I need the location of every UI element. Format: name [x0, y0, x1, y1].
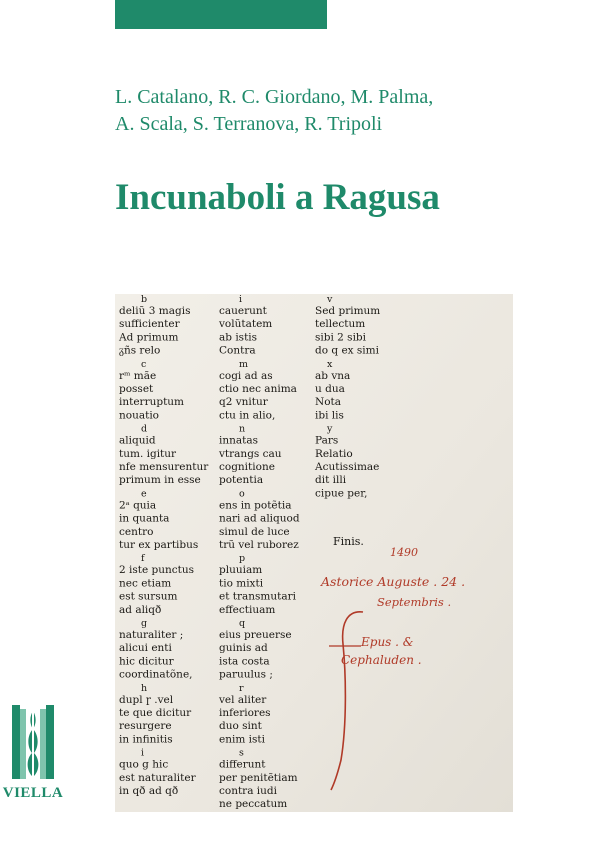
column-text-line: Relatio: [315, 447, 353, 460]
publisher-name: VIELLA: [2, 785, 64, 801]
column-text-line: cauerunt: [219, 305, 267, 317]
column-text-line: Acutissimae: [315, 461, 380, 473]
column-text-line: te que dicitur: [119, 707, 192, 719]
column-text-line: Sed primum: [315, 305, 381, 317]
column-text-line: et transmutari: [219, 590, 296, 603]
column-text-line: sufficienter: [119, 318, 180, 331]
annotation-line-2: Septembris .: [377, 595, 452, 609]
column-text-line: tur ex partibus: [119, 539, 199, 551]
column-text-line: differunt: [219, 758, 266, 771]
column-signature-letter: o: [239, 488, 245, 500]
column-text-line: ab vna: [315, 369, 351, 382]
authors: [115, 84, 555, 138]
column-text-line: quo g hic: [119, 758, 169, 771]
column-text-line: ctio nec anima: [219, 383, 297, 395]
finis-text: Finis.: [333, 535, 364, 548]
column-text-line: posset: [119, 383, 154, 395]
book-title: Incunaboli a Ragusa: [115, 177, 440, 218]
column-text-line: dit illi: [315, 474, 347, 487]
column-text-line: Contra: [219, 344, 256, 357]
column-text-line: nec etiam: [119, 577, 172, 590]
column-signature-letter: c: [141, 358, 147, 370]
annotation-line-3: Epus . &: [361, 635, 414, 649]
column-text-line: duo sint: [219, 720, 262, 733]
column-text-line: simul de luce: [219, 525, 290, 538]
column-signature-letter: m: [239, 358, 249, 370]
incunabulum-page-svg: [115, 294, 513, 812]
column-text-line: rᵐ mãe: [119, 369, 157, 382]
column-text-line: coordinatõne,: [119, 668, 193, 681]
authors-line-1: L. Catalano, R. C. Giordano, M. Palma,: [115, 86, 434, 108]
column-text-line: ab istis: [219, 331, 258, 344]
column-text-line: cipue per,: [315, 487, 368, 500]
column-signature-letter: n: [239, 423, 246, 435]
column-text-line: volũtatem: [219, 318, 273, 331]
column-signature-letter: d: [141, 423, 148, 435]
column-text-line: trũ vel ruborez: [219, 539, 299, 551]
column-text-line: cognitione: [219, 461, 275, 473]
column-text-line: Nota: [315, 396, 341, 409]
column-signature-letter: s: [239, 747, 244, 759]
column-signature-letter: e: [141, 488, 147, 500]
column-text-line: effectiuam: [219, 603, 276, 616]
column-signature-letter: y: [327, 423, 333, 435]
column-text-line: paruulus ;: [219, 668, 273, 681]
column-text-line: ne peccatum: [219, 798, 288, 811]
column-text-line: guinis ad: [219, 642, 268, 655]
column-text-line: ibi lis: [315, 409, 344, 422]
column-text-line: dupl ɼ .vel: [119, 693, 174, 706]
column-signature-letter: i: [141, 747, 145, 759]
column-text-line: deliũ 3 magis: [119, 305, 191, 317]
column-signature-letter: r: [239, 682, 244, 694]
column-text-line: interruptum: [119, 396, 185, 409]
column-text-line: in quanta: [119, 512, 170, 525]
column-signature-letter: q: [239, 618, 246, 629]
column-text-line: enim isti: [219, 733, 265, 746]
column-text-line: q2 vnitur: [219, 396, 268, 409]
incunabulum-page-image: [115, 294, 513, 812]
column-signature-letter: p: [239, 553, 246, 565]
column-text-line: Ad primum: [119, 331, 179, 344]
column-text-line: nfe mensurentur: [119, 461, 209, 473]
column-text-line: aliquid: [119, 434, 156, 447]
column-signature-letter: h: [141, 682, 148, 694]
column-signature-letter: g: [141, 618, 148, 629]
column-text-line: potentia: [219, 474, 264, 487]
column-text-line: in qð ad qð: [119, 785, 179, 797]
column-text-line: naturaliter ;: [119, 629, 184, 641]
column-text-line: primum in esse: [119, 474, 201, 487]
column-text-line: nouatio: [119, 409, 160, 422]
viella-logo-icon: [0, 703, 66, 785]
annotation-line-4: Cephaluden .: [341, 653, 422, 667]
column-text-line: resurgere: [119, 720, 172, 733]
column-text-line: ista costa: [219, 655, 270, 668]
column-text-line: innatas: [219, 434, 259, 447]
column-text-line: ad aliqð: [119, 603, 162, 616]
column-text-line: vtrangs cau: [219, 447, 282, 460]
paper-background: [115, 294, 513, 812]
top-accent-bar: [115, 0, 327, 29]
column-text-line: per penitẽtiam: [219, 771, 298, 784]
column-text-line: centro: [119, 525, 154, 538]
column-text-line: pluuiam: [219, 564, 263, 577]
column-signature-letter: i: [239, 294, 243, 305]
column-text-line: hic dicitur: [119, 655, 174, 668]
column-text-line: tellectum: [315, 318, 366, 331]
annotation-year: 1490: [390, 546, 418, 559]
column-text-line: sibi 2 sibi: [315, 331, 367, 344]
column-text-line: Pars: [315, 434, 339, 447]
column-text-line: ens in potẽtia: [219, 499, 292, 512]
column-text-line: 2 iste punctus: [119, 564, 195, 577]
column-text-line: do q ex simi: [315, 344, 379, 357]
column-text-line: tio mixti: [219, 577, 264, 590]
column-signature-letter: b: [141, 294, 148, 305]
column-text-line: cogi ad as: [219, 369, 273, 382]
column-text-line: in infinitis: [119, 733, 173, 746]
column-text-line: nari ad aliquod: [219, 512, 300, 525]
column-text-line: 2ᵃ quia: [119, 499, 157, 512]
column-text-line: u dua: [315, 383, 345, 395]
column-text-line: contra iudi: [219, 785, 278, 797]
column-text-line: ᵹñs relo: [119, 344, 161, 357]
column-text-line: alicui enti: [119, 642, 172, 655]
column-signature-letter: f: [141, 553, 145, 565]
column-text-line: inferiores: [219, 707, 271, 719]
column-signature-letter: v: [327, 294, 333, 305]
column-text-line: eius preuerse: [219, 629, 292, 641]
authors-line-2: A. Scala, S. Terranova, R. Tripoli: [115, 113, 383, 135]
column-signature-letter: x: [327, 358, 333, 370]
annotation-line-1: Astorice Auguste . 24 .: [321, 574, 466, 589]
column-text-line: est sursum: [119, 590, 178, 603]
column-text-line: ctu in alio,: [219, 409, 276, 422]
column-text-line: vel aliter: [219, 693, 267, 706]
column-text-line: tum. igitur: [119, 447, 177, 460]
column-text-line: est naturaliter: [119, 771, 196, 784]
